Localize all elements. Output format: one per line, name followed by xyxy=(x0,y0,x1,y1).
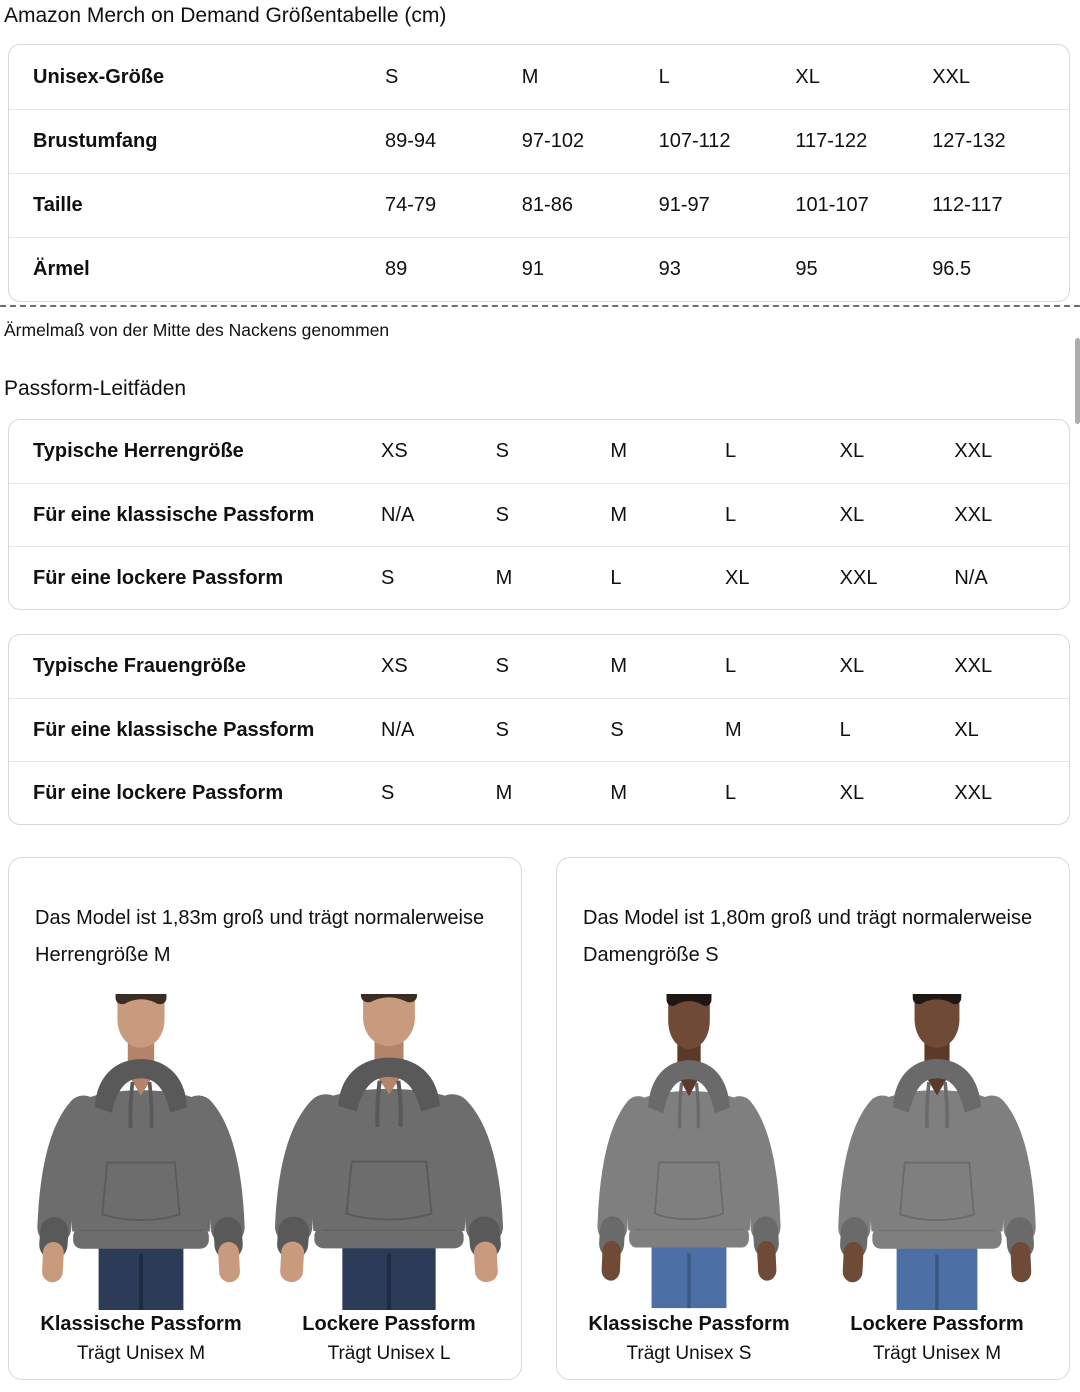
row-label: Taille xyxy=(33,194,83,216)
fit-size-cell: XXL xyxy=(839,566,878,589)
measurement-cell: 89 xyxy=(385,258,408,280)
womens-fit-table xyxy=(8,634,1070,825)
fit-size-cell: L xyxy=(724,440,737,462)
fit-size-cell: XL xyxy=(724,566,750,589)
fit-size-cell: XS xyxy=(381,655,408,677)
fit-size-cell: S xyxy=(495,718,509,741)
worn-size-label: Trägt Unisex L xyxy=(327,1343,451,1364)
row-label: Für eine lockere Passform xyxy=(33,781,284,804)
fit-size-cell: S xyxy=(610,718,624,741)
measurement-cell: 89-94 xyxy=(385,130,437,152)
fit-size-cell: M xyxy=(610,503,627,526)
measurement-cell: 127-132 xyxy=(932,130,1006,152)
fit-type-label: Lockere Passform xyxy=(850,1313,1024,1335)
fit-size-cell: XL xyxy=(839,781,865,804)
row-label: Für eine klassische Passform xyxy=(33,503,315,526)
dashed-divider xyxy=(0,305,1080,307)
fit-size-cell: M xyxy=(610,440,627,462)
fit-size-cell: N/A xyxy=(381,718,415,741)
model-card-men xyxy=(8,857,522,1380)
model-photo-classic xyxy=(569,994,809,1367)
fit-size-cell: XL xyxy=(839,655,865,677)
fit-size-cell: XL xyxy=(839,503,865,526)
size-table-header-row xyxy=(9,45,1069,109)
size-column-header: XXL xyxy=(932,65,970,88)
fit-size-cell: XXL xyxy=(954,781,993,804)
male-model-classic-fit-image xyxy=(27,994,255,1310)
measurement-cell: 101-107 xyxy=(795,194,869,216)
measurement-cell: 93 xyxy=(658,258,681,280)
model-photo-classic xyxy=(21,994,261,1367)
table-row xyxy=(9,109,1069,173)
row-label: Für eine lockere Passform xyxy=(33,566,284,589)
fit-size-cell: XL xyxy=(839,440,865,462)
table-row xyxy=(9,546,1069,609)
model-card-description: Das Model ist 1,83m groß und trägt normalerweise Herrengröße M xyxy=(35,907,485,966)
table-row xyxy=(9,483,1069,546)
fit-size-cell: L xyxy=(610,566,622,589)
model-photo-loose xyxy=(817,994,1057,1367)
scrollbar-thumb[interactable] xyxy=(1075,338,1080,424)
measurement-cell: 91-97 xyxy=(658,194,710,216)
model-photos xyxy=(9,994,521,1367)
fit-type-label: Klassische Passform xyxy=(40,1313,242,1335)
fit-size-cell: XXL xyxy=(954,503,993,526)
table-row xyxy=(9,761,1069,824)
model-cards xyxy=(8,857,1070,1380)
fit-size-cell: S xyxy=(381,781,395,804)
fit-size-cell: L xyxy=(724,503,737,526)
measurement-cell: 107-112 xyxy=(658,130,731,152)
fit-size-cell: M xyxy=(495,781,513,804)
fit-size-cell: L xyxy=(724,655,737,677)
male-model-loose-fit-image xyxy=(275,994,503,1310)
mens-fit-table xyxy=(8,419,1070,610)
fit-size-cell: XS xyxy=(381,440,408,462)
size-column-header: L xyxy=(658,65,670,88)
model-photo-loose xyxy=(269,994,509,1367)
fit-size-cell: S xyxy=(495,440,509,462)
fit-size-cell: XXL xyxy=(954,440,993,462)
fit-size-cell: N/A xyxy=(954,566,988,589)
worn-size-label: Trägt Unisex S xyxy=(626,1343,752,1364)
table-row xyxy=(9,420,1069,483)
table-row xyxy=(9,173,1069,237)
row-label: Brustumfang xyxy=(33,130,158,152)
table-row xyxy=(9,237,1069,301)
measurement-cell: 117-122 xyxy=(795,130,868,152)
fit-size-cell: S xyxy=(495,655,509,677)
model-card-description: Das Model ist 1,80m groß und trägt normalerweise Damengröße S xyxy=(583,907,1033,966)
worn-size-label: Trägt Unisex M xyxy=(872,1343,1002,1364)
fit-size-cell: S xyxy=(495,503,509,526)
measurement-cell: 81-86 xyxy=(521,194,573,216)
fit-size-cell: M xyxy=(724,718,742,741)
model-photos xyxy=(557,994,1069,1367)
row-label: Unisex-Größe xyxy=(33,65,165,88)
fit-size-cell: S xyxy=(381,566,395,589)
female-model-loose-fit-image xyxy=(823,994,1051,1310)
fit-type-label: Klassische Passform xyxy=(588,1313,790,1335)
fit-size-cell: M xyxy=(610,655,627,677)
measurement-cell: 112-117 xyxy=(932,194,1003,216)
row-label: Typische Herrengröße xyxy=(33,440,244,462)
size-column-header: M xyxy=(521,65,539,88)
table-row xyxy=(9,698,1069,761)
fit-size-cell: XL xyxy=(954,718,979,741)
fit-size-cell: L xyxy=(724,781,737,804)
fit-guides-heading: Passform-Leitfäden xyxy=(4,377,187,400)
size-column-header: S xyxy=(385,65,399,88)
table-row xyxy=(9,635,1069,698)
fit-size-cell: N/A xyxy=(381,503,415,526)
sleeve-note: Ärmelmaß von der Mitte des Nackens genommen xyxy=(4,320,390,340)
fit-size-cell: L xyxy=(839,718,851,741)
fit-size-cell: M xyxy=(610,781,627,804)
measurement-cell: 96.5 xyxy=(932,258,972,280)
row-label: Für eine klassische Passform xyxy=(33,718,315,741)
measurement-cell: 95 xyxy=(795,258,818,280)
row-label: Typische Frauengröße xyxy=(33,655,247,677)
measurement-cell: 97-102 xyxy=(521,130,585,152)
measurement-cell: 91 xyxy=(521,258,545,280)
row-label: Ärmel xyxy=(33,258,90,280)
size-table xyxy=(8,44,1070,302)
measurement-cell: 74-79 xyxy=(385,194,437,216)
fit-size-cell: M xyxy=(495,566,513,589)
fit-type-label: Lockere Passform xyxy=(302,1313,476,1335)
fit-size-cell: XXL xyxy=(954,655,993,677)
worn-size-label: Trägt Unisex M xyxy=(76,1343,206,1364)
page-title: Amazon Merch on Demand Größentabelle (cm) xyxy=(4,4,447,27)
size-column-header: XL xyxy=(795,65,820,88)
female-model-classic-fit-image xyxy=(575,994,803,1310)
model-card-women xyxy=(556,857,1070,1380)
